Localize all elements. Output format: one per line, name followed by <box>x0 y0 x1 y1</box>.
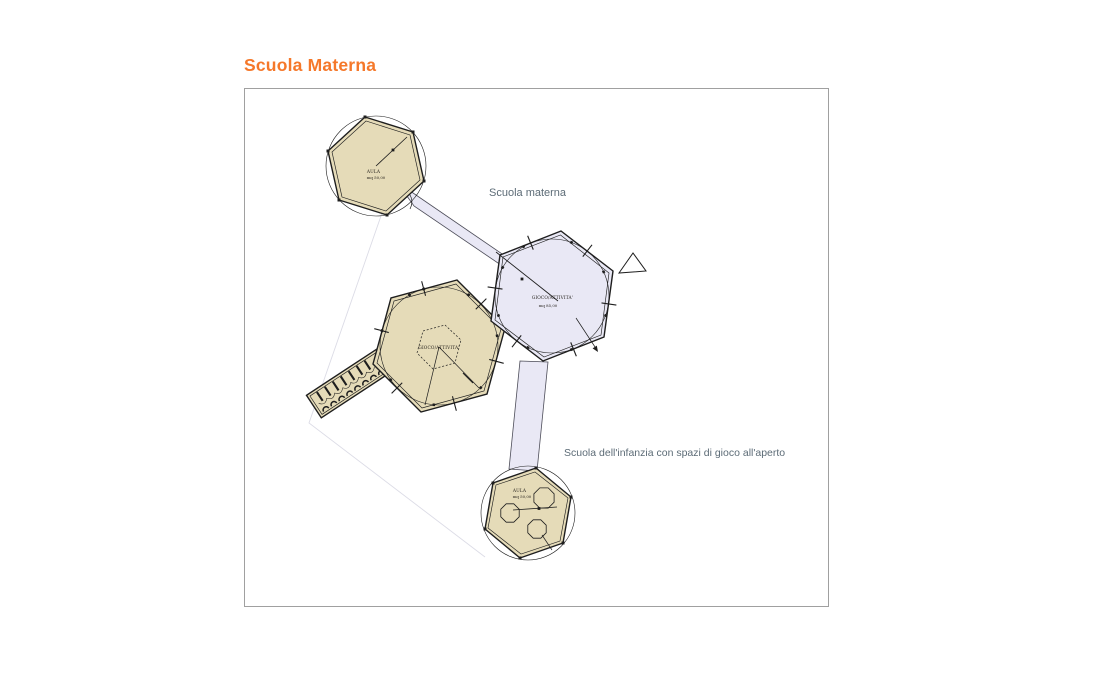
plan-panel <box>244 88 829 607</box>
site-plan <box>245 89 828 606</box>
triangle-marker <box>619 253 646 273</box>
corridor-bottom <box>509 361 548 471</box>
label-scuola-infanzia: Scuola dell'infanzia con spazi di gioco all'aperto <box>564 447 786 459</box>
label-scuola-materna: Scuola materna <box>489 187 567 199</box>
activity-hexagon-lavender <box>488 231 617 361</box>
room-label-gioco-center: GIOCO/ATTIVITA' <box>418 346 460 351</box>
classroom-hexagon-top <box>326 116 426 217</box>
activity-hexagon-tan <box>373 280 505 412</box>
room-label-gioco-main: GIOCO/ATTIVITA' mq 85,00 <box>531 296 574 308</box>
room-label-aula-bottom: AULA mq 50,00 <box>512 489 532 499</box>
room-label-aula-top: AULA mq 50,00 <box>366 170 386 180</box>
classroom-hexagon-bottom <box>481 466 575 560</box>
page-title: Scuola Materna <box>244 55 377 75</box>
